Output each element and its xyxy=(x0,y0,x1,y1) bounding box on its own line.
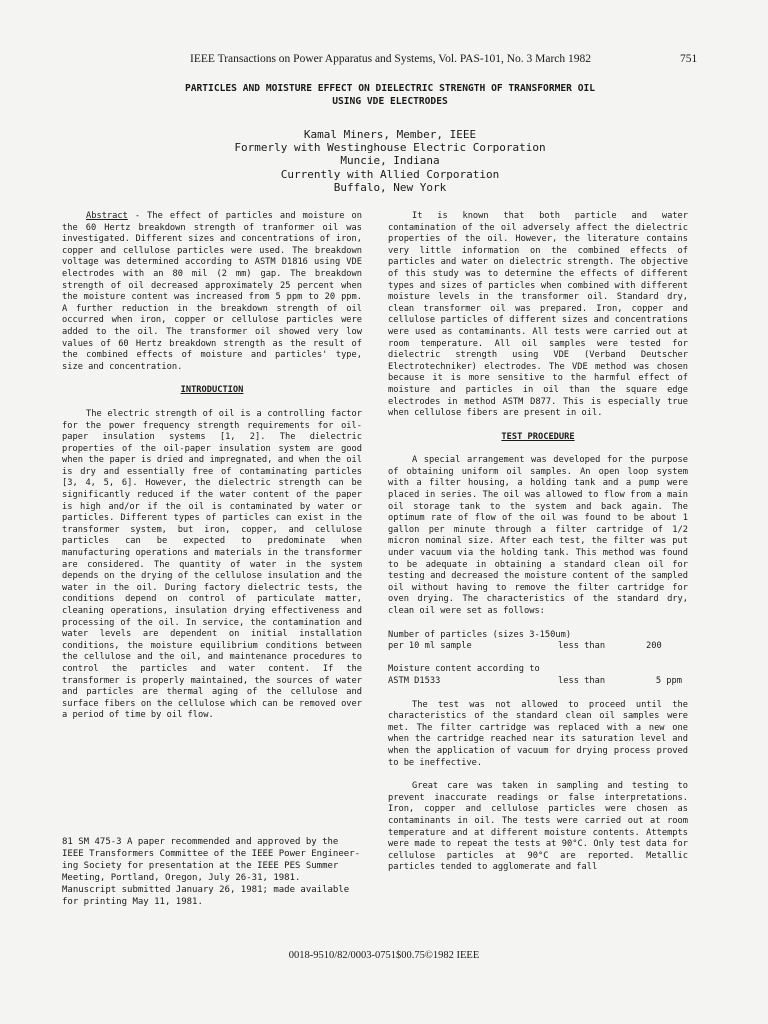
author-current-affiliation: Currently with Allied Corporation xyxy=(280,167,500,181)
spec-value: 200 xyxy=(646,641,662,652)
spec-relation: less than xyxy=(558,675,606,686)
spec-row xyxy=(388,676,688,688)
footnote-line: ing Society for presentation at the IEEE PES Summer xyxy=(62,861,339,871)
abstract-paragraph xyxy=(62,211,362,373)
title-line-1: PARTICLES AND MOISTURE EFFECT ON DIELECTRIC STRENGTH OF TRANSFORMER OIL xyxy=(184,83,596,94)
footnote xyxy=(62,836,362,908)
introduction-paragraph: The electric strength of oil is a controlling factor for the power frequency strength requirements for oil-paper insulation systems [1, 2]. The dielectric properties of the oil-paper insulation system are good when the paper is dried and impregnated, and when the oil is dry and essentially free of contaminating particles [3, 4, 5, 6]. However, the dielectric strength can be significantly reduced if the water content of the paper is high and/or if the oil is contaminated by water or particles. Different types of particles can exist in the transformer system, but iron, copper, and cellulose particles can be expected to predominate when manufacturing operations and materials in the transformer are considered. The quantity of water in the system depends on the drying of the cellulose insulation and the water in the oil. During factory dielectric tests, the conditions depend on control of particulate matter, cleaning operations, insulation drying effectiveness and processing of the oil. In service, the contamination and water levels are dependent on initial installation conditions, the moisture equilibrium conditions between the cellulose and the oil, and maintenance procedures to control the particles and water content. If the transformer is properly maintained, the sources of water and particles are thermal aging of the cellulose and surface fibers on the cellulose which can be removed over a period of time by oil flow. xyxy=(62,408,362,721)
test-procedure-paragraph-1: A special arrangement was developed for the purpose of obtaining uniform oil samples. An open loop system with a filter housing, a holding tank and a pump were placed in series. The oil was allowed to flow from a main oil storage tank to the system and back again. The optimum rate of flow of the oil was found to be about 1 gallon per minute through a filter cartridge of 1/2 micron nominal size. After each test, the filter was put under vacuum via the holding tank. This method was found to be adequate in obtaining a standard clean oil for testing and decreased the moisture content of the sampled oil without having to remove the filter cartridge for oven drying. The characteristics of the standard dry, clean oil were set as follows: xyxy=(388,455,688,616)
right-column xyxy=(388,211,688,886)
test-procedure-paragraph-3: Great care was taken in sampling and testing to prevent inaccurate readings or false interpretations. Iron, copper and cellulose particles were chosen as contaminants in oil. The tests were carried out at room temperature and at different moisture contents. Attempts were made to repeat the tests at 90°C. Only test data for cellulose particles at 90°C are reported. Metallic particles tended to agglomerate and fall xyxy=(388,781,688,873)
title-line-2: USING VDE ELECTRODES xyxy=(332,96,448,107)
footnote-line: 81 SM 475-3 A paper recommended and approved by the xyxy=(62,837,339,847)
abstract-label: Abstract xyxy=(86,211,128,221)
spec-row xyxy=(388,641,688,653)
author-former-location: Muncie, Indiana xyxy=(340,154,440,168)
author-current-location: Buffalo, New York xyxy=(333,180,447,194)
oil-spec-table xyxy=(388,630,688,688)
footnote-line: IEEE Transformers Committee of the IEEE Power Engineer- xyxy=(62,849,361,859)
spec-label: ASTM D1533 xyxy=(388,675,441,686)
spec-label: Number of particles (sizes 3-150um) xyxy=(388,629,572,640)
left-column xyxy=(62,211,362,734)
copyright-line: 0018-9510/82/0003-0751$00.75©1982 IEEE xyxy=(288,950,480,961)
footnote-line: Manuscript submitted January 26, 1981; made available xyxy=(62,885,350,895)
abstract-text: - The effect of particles and moisture on the 60 Hertz breakdown strength of tranformer oil was investigated. Different sizes and concentrations of iron, copper and cellulose particles were used. The breakdown voltage was determined according to ASTM D1816 using VDE electrodes with an 80 mil (2 mm) gap. The breakdown strength of oil decreased approximately 25 percent when the moisture content was increased from 5 ppm to 20 ppm. A further reduction in the breakdown strength of oil occurred when iron, copper or cellulose particles were added to the oil. The transformer oil showed very low values of 60 Hertz breakdown strength as the result of the combined effects of moisture and particles' type, size and concentration. xyxy=(62,211,362,372)
test-procedure-paragraph-2: The test was not allowed to proceed until the characteristics of the standard clean oil samples were met. The filter cartridge was replaced with a new one when the cartridge reached near its saturation level and when the application of vacuum for drying process proved to be ineffective. xyxy=(388,699,688,768)
introduction-heading: INTRODUCTION xyxy=(180,385,244,396)
spec-label: per 10 ml sample xyxy=(388,641,472,652)
test-procedure-heading: TEST PROCEDURE xyxy=(501,431,575,442)
spec-label: Moisture content according to xyxy=(388,664,540,675)
paper-title xyxy=(130,82,650,108)
journal-citation: IEEE Transactions on Power Apparatus and Systems, Vol. PAS-101, No. 3 March 1982 xyxy=(190,53,592,65)
intro-continued-paragraph: It is known that both particle and water contamination of the oil adversely affect the dielectric properties of the oil. However, the literature contains very little information on the combined effects of particles and water on dielectric strength. The objective of this study was to determine the effects of different types and sizes of particles when combined with different moisture levels in the transformer oil. Standard dry, clean transformer oil was prepared. Iron, copper and cellulose particles of different sizes and concentrations were used as contaminants. All tests were carried out at room temperature. All oil samples were tested for dielectric strength using VDE (Verband Deutscher Electrotechniker) electrodes. The VDE method was chosen because it is more sensitive to the harmful effect of moisture and particles in oil than the square edge electrodes in method ASTM D877. This is especially true when cellulose fibers are present in oil. xyxy=(388,211,688,419)
author-name: Kamal Miners, Member, IEEE xyxy=(303,128,477,141)
footnote-line: Meeting, Portland, Oregon, July 26-31, 1981. xyxy=(62,873,301,883)
spec-row xyxy=(388,664,688,676)
page-number: 751 xyxy=(680,53,698,65)
author-block xyxy=(190,128,590,194)
spec-value: 5 ppm xyxy=(655,675,682,686)
author-former-affiliation: Formerly with Westinghouse Electric Corporation xyxy=(234,141,546,155)
footnote-line: for printing May 11, 1981. xyxy=(62,897,203,907)
spec-row xyxy=(388,630,688,642)
spec-relation: less than xyxy=(558,641,606,652)
